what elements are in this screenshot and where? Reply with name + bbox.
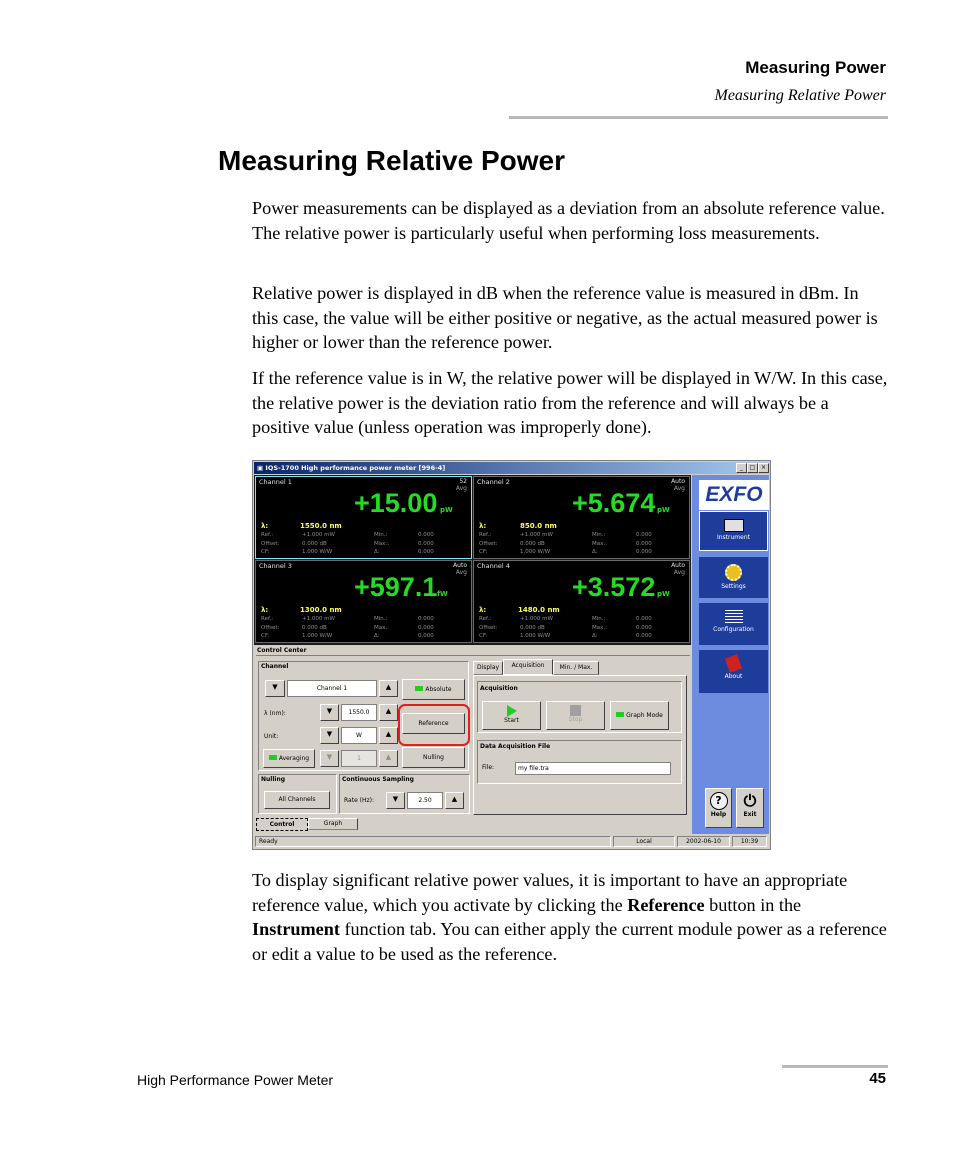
nulling-button[interactable]: Nulling <box>402 747 465 768</box>
max-value: 0.000 <box>418 624 434 631</box>
min-value: 0.000 <box>418 616 434 622</box>
delta-label: Δ: <box>374 633 380 639</box>
led-indicator <box>269 755 277 760</box>
instrument-icon <box>724 519 744 532</box>
ref-label: Ref.: <box>479 532 492 538</box>
offset-label: Offset: <box>261 624 280 631</box>
nulling-group-label: Nulling <box>261 776 286 783</box>
offset-value: 0.000 dB <box>302 540 327 547</box>
rate-label: Rate (Hz): <box>344 797 375 804</box>
offset-label: Offset: <box>261 540 280 547</box>
delta-label: Δ: <box>592 549 598 555</box>
channel-2-panel[interactable] <box>473 476 690 559</box>
sidebar-item-about[interactable] <box>699 650 768 693</box>
delta-value: 0.000 <box>418 633 434 639</box>
tab-min-max[interactable]: Min. / Max. <box>553 661 599 675</box>
averaging-label: Averaging <box>278 755 310 762</box>
closing-text-1: To display significant relative power values, it is important to have an appropriate reference value, which you activate by clicking the <box>252 870 848 915</box>
channel-unit: pW <box>657 506 670 514</box>
cf-value: 1.000 W/W <box>302 549 333 555</box>
led-indicator <box>415 686 423 691</box>
ref-value: +1.000 mW <box>520 616 553 622</box>
channel-unit: pW <box>440 506 453 514</box>
min-label: Min.: <box>592 532 606 538</box>
max-value: 0.000 <box>418 540 434 547</box>
lambda-field-label: λ (nm): <box>264 710 286 717</box>
window-titlebar <box>254 462 769 474</box>
lambda-value: 850.0 nm <box>520 522 557 530</box>
minimize-button[interactable]: _ <box>736 463 747 473</box>
acquisition-group-label: Acquisition <box>480 685 518 692</box>
channel-value: +3.572 <box>572 572 656 602</box>
sidebar-item-label: Settings <box>721 583 746 590</box>
avg-count-input[interactable]: 1 <box>341 750 377 767</box>
min-label: Min.: <box>592 616 606 622</box>
status-bar <box>254 835 769 848</box>
file-label: File: <box>482 764 495 771</box>
running-header-title: Measuring Power <box>745 58 886 77</box>
cf-label: CF: <box>479 633 488 639</box>
stop-icon <box>570 705 581 716</box>
ref-label: Ref.: <box>261 532 274 538</box>
averaging-button[interactable] <box>263 749 315 768</box>
configuration-icon <box>725 610 743 624</box>
channel-down-button[interactable]: ▼ <box>265 680 285 697</box>
channel-value: +15.00 <box>354 488 438 518</box>
delta-label: Δ: <box>374 549 380 555</box>
offset-value: 0.000 dB <box>520 624 545 631</box>
channel-avg: Avg <box>455 485 467 492</box>
offset-value: 0.000 dB <box>302 624 327 631</box>
maximize-button[interactable]: □ <box>747 463 758 473</box>
channel-mode: Auto <box>671 562 685 569</box>
footer-rule <box>782 1065 888 1068</box>
rate-down-button[interactable]: ▼ <box>386 792 405 809</box>
cf-label: CF: <box>479 549 488 555</box>
rate-up-button[interactable]: ▲ <box>445 792 464 809</box>
stop-label: Stop <box>568 716 583 723</box>
cf-label: CF: <box>261 549 270 555</box>
max-label: Max.: <box>592 624 607 631</box>
tab-acquisition[interactable]: Acquisition <box>503 659 553 675</box>
start-label: Start <box>504 717 519 724</box>
channel-value: +5.674 <box>572 488 656 518</box>
channel-name: Channel 4 <box>477 562 510 570</box>
cf-value: 1.000 W/W <box>302 633 333 639</box>
sidebar-item-label: Configuration <box>713 626 754 633</box>
channel-mode: Auto <box>453 562 467 569</box>
cf-value: 1.000 W/W <box>520 549 551 555</box>
footer-title: High Performance Power Meter <box>137 1072 334 1088</box>
divider <box>256 655 690 656</box>
sidebar-item-settings[interactable] <box>699 557 768 598</box>
closing-paragraph <box>252 868 888 966</box>
cf-label: CF: <box>261 633 270 639</box>
ref-label: Ref.: <box>261 616 274 622</box>
max-label: Max.: <box>592 540 607 547</box>
channel-avg: Avg <box>673 569 685 576</box>
exit-button[interactable] <box>736 788 764 828</box>
app-icon: ▣ <box>257 464 264 472</box>
unit-down-button[interactable]: ▼ <box>320 727 339 744</box>
exit-label: Exit <box>743 811 757 818</box>
min-value: 0.000 <box>418 532 434 538</box>
tab-display[interactable]: Display <box>473 661 503 675</box>
offset-label: Offset: <box>479 624 498 631</box>
channel-name: Channel 2 <box>477 478 510 486</box>
graph-mode-button[interactable] <box>610 701 669 730</box>
channel-display-area <box>254 475 691 645</box>
absolute-button[interactable] <box>402 679 465 700</box>
sidebar-item-label: About <box>724 673 743 680</box>
absolute-label: Absolute <box>425 686 452 693</box>
lambda-input[interactable]: 1550.0 <box>341 704 377 721</box>
help-label: Help <box>710 811 727 818</box>
header-rule <box>509 116 888 119</box>
max-value: 0.000 <box>636 540 652 547</box>
all-channels-button[interactable]: All Channels <box>264 791 330 809</box>
status-text: Ready <box>255 836 611 847</box>
lambda-label: λ: <box>261 522 269 530</box>
min-value: 0.000 <box>636 532 652 538</box>
channel-name: Channel 3 <box>259 562 292 570</box>
min-value: 0.000 <box>636 616 652 622</box>
channel-up-button[interactable]: ▲ <box>379 680 398 697</box>
rate-input[interactable]: 2.50 <box>407 792 443 809</box>
about-book-icon <box>725 654 742 673</box>
sidebar-item-label: Instrument <box>716 534 750 541</box>
status-time: 10:39 <box>732 836 767 847</box>
ref-value: +1.000 mW <box>520 532 553 538</box>
closing-text-2: button in the <box>704 894 802 915</box>
channel-4-panel[interactable] <box>473 560 690 643</box>
play-icon <box>507 705 517 717</box>
delta-value: 0.000 <box>636 549 652 555</box>
sidebar-item-configuration[interactable] <box>699 603 768 645</box>
unit-up-button[interactable]: ▲ <box>379 727 398 744</box>
led-indicator <box>616 712 624 717</box>
unit-input[interactable]: W <box>341 727 377 744</box>
ref-label: Ref.: <box>479 616 492 622</box>
graph-mode-label: Graph Mode <box>626 712 663 719</box>
max-value: 0.000 <box>636 624 652 631</box>
channel-1-panel[interactable] <box>255 476 472 559</box>
channel-3-panel[interactable] <box>255 560 472 643</box>
lambda-label: λ: <box>261 606 269 614</box>
channel-value: +597.1 <box>354 572 438 602</box>
delta-label: Δ: <box>592 633 598 639</box>
status-mode: Local <box>613 836 675 847</box>
start-button[interactable] <box>482 701 541 730</box>
channel-group-label: Channel <box>261 663 289 670</box>
channel-mode: 52 <box>459 478 467 485</box>
channel-unit: fW <box>437 590 448 598</box>
ref-value: +1.000 mW <box>302 616 335 622</box>
help-icon: ? <box>710 792 728 810</box>
sidebar-item-instrument[interactable] <box>699 511 768 551</box>
cf-value: 1.000 W/W <box>520 633 551 639</box>
lambda-up-button[interactable]: ▲ <box>379 704 398 721</box>
tab-graph[interactable]: Graph <box>308 818 358 830</box>
paragraph-1: Power measurements can be displayed as a deviation from an absolute reference value. The relative power is particularly useful when performing loss measurements. <box>252 198 885 243</box>
closing-bold-instrument: Instrument <box>252 919 340 939</box>
channel-avg: Avg <box>673 485 685 492</box>
delta-value: 0.000 <box>418 549 434 555</box>
channel-name: Channel 1 <box>259 478 292 486</box>
power-icon: ⏻ <box>743 791 757 810</box>
channel-mode: Auto <box>671 478 685 485</box>
min-label: Min.: <box>374 616 388 622</box>
lambda-label: λ: <box>479 522 487 530</box>
offset-value: 0.000 dB <box>520 540 545 547</box>
lambda-value: 1480.0 nm <box>518 606 560 614</box>
control-center-label: Control Center <box>257 647 307 654</box>
delta-value: 0.000 <box>636 633 652 639</box>
unit-field-label: Unit: <box>264 733 279 740</box>
running-header-subtitle: Measuring Relative Power <box>714 87 886 104</box>
ref-value: +1.000 mW <box>302 532 335 538</box>
avg-up-button[interactable]: ▲ <box>379 750 398 767</box>
app-screenshot <box>252 460 771 850</box>
closing-bold-reference: Reference <box>627 894 705 915</box>
max-label: Max.: <box>374 624 389 631</box>
channel-avg: Avg <box>455 569 467 576</box>
close-button[interactable]: × <box>758 463 769 473</box>
stop-button[interactable] <box>546 701 605 730</box>
highlight-ring <box>398 704 470 746</box>
reference-button[interactable]: Reference <box>402 713 465 734</box>
channel-unit: pW <box>657 590 670 598</box>
closing-text-3: function tab. You can either apply the current module power as a reference or edit a value to be used as the reference. <box>252 919 887 964</box>
page-number: 45 <box>869 1070 886 1087</box>
exfo-logo: EXFO <box>699 480 769 510</box>
paragraph-3: If the reference value is in W, the relative power will be displayed in W/W. In this case, the relative power is the deviation ratio from the reference and will always be a positive value (unless operation was improperly done). <box>252 368 888 437</box>
lambda-label: λ: <box>479 606 487 614</box>
gear-icon <box>725 564 742 581</box>
channel-select-field[interactable]: Channel 1 <box>287 680 377 697</box>
max-label: Max.: <box>374 540 389 547</box>
paragraph-2: Relative power is displayed in dB when the reference value is measured in dBm. In this case, the value will be either positive or negative, as the actual measured power is higher or lower than the reference power. <box>252 283 878 352</box>
tab-control[interactable]: Control <box>256 818 308 831</box>
lambda-value: 1300.0 nm <box>300 606 342 614</box>
help-button[interactable] <box>705 788 732 828</box>
avg-down-button[interactable]: ▼ <box>320 750 339 767</box>
window-title: IQS-1700 High performance power meter [996-4] <box>265 464 446 472</box>
lambda-value: 1550.0 nm <box>300 522 342 530</box>
file-input[interactable]: my file.tra <box>515 762 671 775</box>
offset-label: Offset: <box>479 540 498 547</box>
lambda-down-button[interactable]: ▼ <box>320 704 339 721</box>
min-label: Min.: <box>374 532 388 538</box>
section-heading: Measuring Relative Power <box>218 145 566 176</box>
status-date: 2002-06-10 <box>677 836 730 847</box>
file-group-label: Data Acquisition File <box>480 743 551 750</box>
continuous-sampling-label: Continuous Sampling <box>342 776 414 783</box>
